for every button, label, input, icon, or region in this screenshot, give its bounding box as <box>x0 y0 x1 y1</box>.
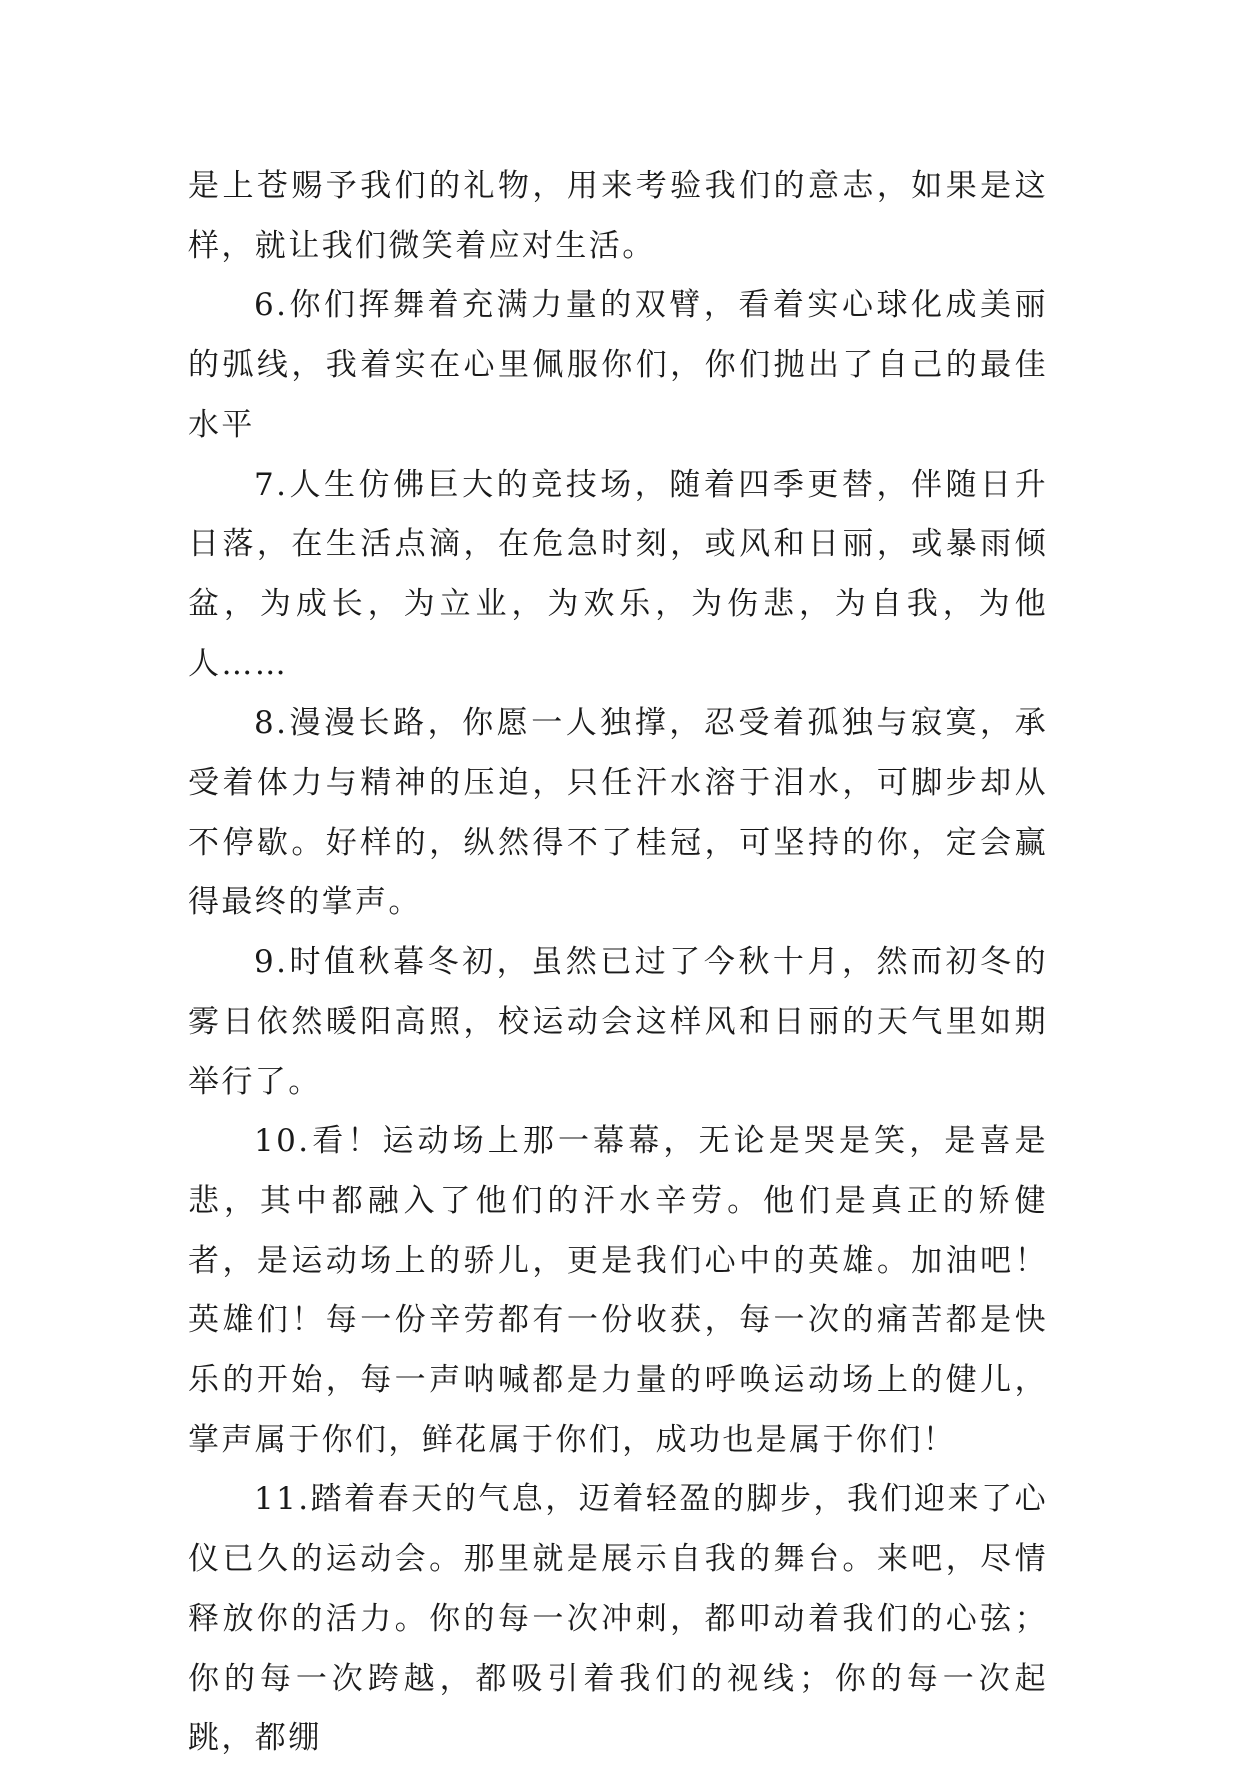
paragraph-item-8: 8.漫漫长路，你愿一人独撑，忍受着孤独与寂寞，承受着体力与精神的压迫，只任汗水溶于泪水，可脚步却从不停歇。好样的，纵然得不了桂冠，可坚持的你，定会赢得最终的掌声。 <box>188 705 1048 921</box>
paragraph-item-11: 11.踏着春天的气息，迈着轻盈的脚步，我们迎来了心仪已久的运动会。那里就是展示自我的舞台。来吧，尽情释放你的活力。你的每一次冲刺，都叩动着我们的心弦；你的每一次跨越，都吸引着我们的视线；你的每一次起跳，都绷 <box>188 1481 1048 1757</box>
paragraph-item-7: 7.人生仿佛巨大的竞技场，随着四季更替，伴随日升日落，在生活点滴，在危急时刻，或风和日丽，或暴雨倾盆，为成长，为立业，为欢乐，为伤悲，为自我，为他人…… <box>188 466 1048 682</box>
paragraph-continuation: 是上苍赐予我们的礼物，用来考验我们的意志，如果是这样，就让我们微笑着应对生活。 <box>188 168 1048 264</box>
paragraph-item-9: 9.时值秋暮冬初，虽然已过了今秋十月，然而初冬的雾日依然暖阳高照，校运动会这样风和日丽的天气里如期举行了。 <box>188 944 1048 1100</box>
document-body <box>188 157 1048 1769</box>
paragraph-item-6: 6.你们挥舞着充满力量的双臂，看着实心球化成美丽的弧线，我着实在心里佩服你们，你们抛出了自己的最佳水平 <box>188 287 1048 443</box>
paragraph-item-10: 10.看！运动场上那一幕幕，无论是哭是笑，是喜是悲，其中都融入了他们的汗水辛劳。他们是真正的矫健者，是运动场上的骄儿，更是我们心中的英雄。加油吧！英雄们！每一份辛劳都有一份收获，每一次的痛苦都是快乐的开始，每一声呐喊都是力量的呼唤运动场上的健儿，掌声属于你们，鲜花属于你们，成功也是属于你们！ <box>188 1123 1048 1458</box>
